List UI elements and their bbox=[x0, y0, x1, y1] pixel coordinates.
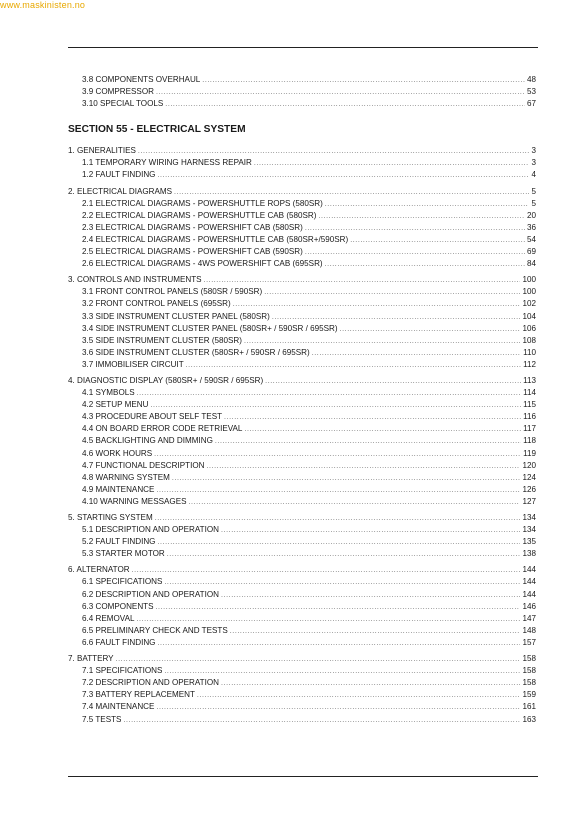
toc-entry-title: 3.3 SIDE INSTRUMENT CLUSTER PANEL (580SR) bbox=[82, 311, 270, 321]
dot-leader bbox=[244, 336, 521, 347]
dot-leader bbox=[221, 525, 520, 536]
toc-entry-title: 4.4 ON BOARD ERROR CODE RETRIEVAL bbox=[82, 424, 243, 434]
dot-leader bbox=[197, 690, 521, 701]
dot-leader bbox=[202, 75, 525, 86]
toc-entry-page: 134 bbox=[522, 525, 536, 535]
toc-entry-page: 3 bbox=[531, 158, 536, 168]
toc-entry-title: 3.7 IMMOBILISER CIRCUIT bbox=[82, 359, 184, 369]
toc-subentry[interactable] bbox=[68, 210, 536, 222]
dot-leader bbox=[244, 424, 521, 435]
toc-entry-page: 147 bbox=[522, 613, 536, 623]
toc-entry-title: 2.4 ELECTRICAL DIAGRAMS - POWERSHUTTLE CAB (580SR+/590SR) bbox=[82, 234, 349, 244]
toc-entry-title: 7.2 DESCRIPTION AND OPERATION bbox=[82, 678, 220, 688]
toc-entry-page: 144 bbox=[522, 565, 536, 575]
toc-chapter-entry[interactable] bbox=[68, 653, 536, 665]
dot-leader bbox=[325, 199, 530, 210]
toc-entry-page: 119 bbox=[523, 448, 536, 458]
dot-leader bbox=[157, 537, 520, 548]
toc-subentry[interactable] bbox=[68, 311, 536, 323]
dot-leader bbox=[265, 376, 521, 387]
toc-entry-title: 7.1 SPECIFICATIONS bbox=[82, 666, 163, 676]
toc-entry-page: 148 bbox=[522, 625, 536, 635]
toc-subentry[interactable] bbox=[68, 98, 536, 110]
toc-subentry[interactable] bbox=[68, 411, 536, 423]
toc-chapter-entry[interactable] bbox=[68, 375, 536, 387]
toc-entry-page: 118 bbox=[523, 436, 536, 446]
dot-leader bbox=[136, 614, 520, 625]
toc-subentry[interactable] bbox=[68, 665, 536, 677]
toc-entry-title: 5. STARTING SYSTEM bbox=[68, 513, 153, 522]
toc-subentry[interactable] bbox=[68, 86, 536, 98]
toc-chapter-entry[interactable] bbox=[68, 512, 536, 524]
toc-subentry[interactable] bbox=[68, 435, 536, 447]
dot-leader bbox=[350, 235, 525, 246]
toc-entry-page: 144 bbox=[522, 577, 536, 587]
toc-entry-title: 4.3 PROCEDURE ABOUT SELF TEST bbox=[82, 412, 223, 422]
toc-entry-title: 6.4 REMOVAL bbox=[82, 613, 135, 623]
toc-entry-title: 5.3 STARTER MOTOR bbox=[82, 549, 165, 559]
dot-leader bbox=[155, 513, 521, 524]
dot-leader bbox=[325, 259, 525, 270]
toc-entry-title: 6.3 COMPONENTS bbox=[82, 601, 154, 611]
toc-entry-title: 4. DIAGNOSTIC DISPLAY (580SR+ / 590SR / 695SR) bbox=[68, 375, 264, 385]
toc-entry-page: 138 bbox=[522, 549, 536, 559]
dot-leader bbox=[305, 223, 525, 234]
dot-leader bbox=[174, 187, 529, 198]
dot-leader bbox=[165, 99, 525, 110]
toc-entry-title: 6. ALTERNATOR bbox=[68, 565, 130, 575]
toc-subentry[interactable] bbox=[68, 258, 536, 270]
toc-entry-page: 100 bbox=[522, 287, 536, 297]
pre-entries bbox=[68, 74, 536, 110]
toc-entry-page: 114 bbox=[523, 388, 536, 398]
toc-entry-title: 1. GENERALITIES bbox=[68, 146, 136, 156]
toc-chapter-entry[interactable] bbox=[68, 564, 536, 576]
toc-subentry[interactable] bbox=[68, 222, 536, 234]
toc-entry-title: 3.2 FRONT CONTROL PANELS (695SR) bbox=[82, 299, 231, 309]
toc-entry-page: 158 bbox=[522, 654, 536, 664]
toc-entry-title: 7.3 BATTERY REPLACEMENT bbox=[82, 690, 195, 700]
toc-subentry[interactable] bbox=[68, 74, 536, 86]
toc-entry-page: 102 bbox=[522, 299, 536, 309]
toc-entry-page: 36 bbox=[526, 222, 536, 232]
toc-subentry[interactable] bbox=[68, 335, 536, 347]
toc-entry-title: 3.1 FRONT CONTROL PANELS (580SR / 590SR) bbox=[82, 287, 263, 297]
toc-entry-title: 7.5 TESTS bbox=[82, 714, 122, 724]
dot-leader bbox=[116, 654, 521, 665]
dot-leader bbox=[186, 360, 521, 371]
section-groups bbox=[68, 145, 536, 725]
toc-entry-title: 5.1 DESCRIPTION AND OPERATION bbox=[82, 525, 220, 535]
toc-subentry[interactable] bbox=[68, 246, 536, 258]
toc-entry-page: 159 bbox=[522, 690, 536, 700]
toc-entry-title: 2. ELECTRICAL DIAGRAMS bbox=[68, 186, 173, 196]
toc-entry-page: 127 bbox=[522, 496, 536, 506]
toc-entry-page: 115 bbox=[523, 400, 536, 410]
toc-entry-title: 2.2 ELECTRICAL DIAGRAMS - POWERSHUTTLE CAB (580SR) bbox=[82, 210, 317, 220]
toc-subentry[interactable] bbox=[68, 448, 536, 460]
dot-leader bbox=[230, 626, 521, 637]
toc-entry-page: 5 bbox=[531, 186, 536, 196]
toc-entry-page: 54 bbox=[526, 234, 536, 244]
toc-entry-page: 158 bbox=[522, 678, 536, 688]
dot-leader bbox=[157, 170, 529, 181]
toc-chapter-entry[interactable] bbox=[68, 274, 536, 286]
toc-entry-title: 1.1 TEMPORARY WIRING HARNESS REPAIR bbox=[82, 158, 252, 168]
toc-entry-title: 3.10 SPECIAL TOOLS bbox=[82, 99, 164, 109]
toc-entry-page: 100 bbox=[522, 275, 536, 285]
toc-entry-title: 2.1 ELECTRICAL DIAGRAMS - POWERSHUTTLE ROPS (580SR) bbox=[82, 198, 323, 208]
toc-entry-page: 110 bbox=[523, 347, 536, 357]
dot-leader bbox=[156, 87, 525, 98]
dot-leader bbox=[172, 473, 521, 484]
toc-entry-page: 120 bbox=[522, 460, 536, 470]
dot-leader bbox=[312, 348, 521, 359]
dot-leader bbox=[137, 388, 521, 399]
toc-subentry[interactable] bbox=[68, 576, 536, 588]
dot-leader bbox=[164, 666, 520, 677]
dot-leader bbox=[264, 287, 520, 298]
toc-entry-page: 113 bbox=[523, 375, 536, 385]
toc-entry-page: 84 bbox=[526, 259, 536, 269]
toc-entry-page: 124 bbox=[522, 472, 536, 482]
dot-leader bbox=[156, 485, 520, 496]
toc-entry-title: 6.6 FAULT FINDING bbox=[82, 637, 156, 647]
toc-subentry[interactable] bbox=[68, 387, 536, 399]
toc-entry-title: 1.2 FAULT FINDING bbox=[82, 170, 156, 180]
toc-entry-page: 106 bbox=[522, 323, 536, 333]
toc-subentry[interactable] bbox=[68, 714, 536, 726]
dot-leader bbox=[156, 702, 520, 713]
header-rule bbox=[68, 47, 538, 48]
toc-subentry[interactable] bbox=[68, 677, 536, 689]
dot-leader bbox=[123, 715, 520, 726]
toc-entry-page: 69 bbox=[526, 247, 536, 257]
toc-entry-page: 108 bbox=[522, 335, 536, 345]
table-of-contents bbox=[68, 74, 536, 726]
toc-subentry[interactable] bbox=[68, 198, 536, 210]
toc-subentry[interactable] bbox=[68, 460, 536, 472]
toc-entry-title: 3.5 SIDE INSTRUMENT CLUSTER (580SR) bbox=[82, 335, 242, 345]
toc-subentry[interactable] bbox=[68, 234, 536, 246]
toc-subentry[interactable] bbox=[68, 689, 536, 701]
toc-entry-title: 3.8 COMPONENTS OVERHAUL bbox=[82, 75, 201, 84]
toc-entry-title: 3.9 COMPRESSOR bbox=[82, 87, 154, 97]
toc-entry-page: 116 bbox=[523, 412, 536, 422]
dot-leader bbox=[215, 436, 521, 447]
toc-subentry[interactable] bbox=[68, 625, 536, 637]
dot-leader bbox=[305, 247, 525, 258]
toc-entry-title: 4.7 FUNCTIONAL DESCRIPTION bbox=[82, 460, 205, 470]
toc-entry-page: 20 bbox=[526, 210, 536, 220]
dot-leader bbox=[189, 497, 521, 508]
toc-subentry[interactable] bbox=[68, 536, 536, 548]
toc-subentry[interactable] bbox=[68, 169, 536, 181]
dot-leader bbox=[156, 602, 521, 613]
footer-rule bbox=[68, 776, 538, 777]
toc-entry-title: 7.4 MAINTENANCE bbox=[82, 702, 155, 712]
section-title: SECTION 55 - ELECTRICAL SYSTEM bbox=[68, 124, 246, 136]
toc-subentry[interactable] bbox=[68, 601, 536, 613]
toc-entry-page: 163 bbox=[522, 714, 536, 724]
toc-entry-title: 6.5 PRELIMINARY CHECK AND TESTS bbox=[82, 625, 228, 635]
dot-leader bbox=[150, 400, 521, 411]
toc-entry-page: 135 bbox=[522, 537, 536, 547]
toc-entry-title: 4.6 WORK HOURS bbox=[82, 448, 153, 458]
toc-subentry[interactable] bbox=[68, 472, 536, 484]
toc-subentry[interactable] bbox=[68, 589, 536, 601]
toc-subentry[interactable] bbox=[68, 347, 536, 359]
toc-entry-page: 144 bbox=[522, 589, 536, 599]
dot-leader bbox=[157, 638, 520, 649]
toc-subentry[interactable] bbox=[68, 323, 536, 335]
toc-entry-title: 4.2 SETUP MENU bbox=[82, 400, 149, 410]
toc-subentry[interactable] bbox=[68, 423, 536, 435]
toc-entry-page: 126 bbox=[522, 484, 536, 494]
toc-entry-page: 104 bbox=[522, 311, 536, 321]
toc-entry-page: 4 bbox=[531, 170, 536, 180]
dot-leader bbox=[164, 577, 520, 588]
toc-entry-page: 53 bbox=[526, 87, 536, 97]
dot-leader bbox=[340, 324, 521, 335]
toc-subentry[interactable] bbox=[68, 298, 536, 310]
toc-chapter-entry[interactable] bbox=[68, 145, 536, 157]
toc-subentry[interactable] bbox=[68, 359, 536, 371]
toc-entry-page: 112 bbox=[523, 359, 536, 369]
dot-leader bbox=[221, 678, 520, 689]
toc-entry-title: 3.4 SIDE INSTRUMENT CLUSTER PANEL (580SR+ / 590SR / 695SR) bbox=[82, 323, 338, 333]
dot-leader bbox=[272, 312, 521, 323]
toc-entry-title: 4.5 BACKLIGHTING AND DIMMING bbox=[82, 436, 213, 446]
dot-leader bbox=[138, 146, 530, 157]
toc-entry-title: 6.1 SPECIFICATIONS bbox=[82, 577, 163, 587]
toc-entry-page: 48 bbox=[526, 75, 536, 84]
toc-entry-page: 117 bbox=[523, 424, 536, 434]
dot-leader bbox=[254, 158, 530, 169]
toc-entry-title: 6.2 DESCRIPTION AND OPERATION bbox=[82, 589, 220, 599]
toc-subentry[interactable] bbox=[68, 613, 536, 625]
toc-entry-title: 2.6 ELECTRICAL DIAGRAMS - 4WS POWERSHIFT CAB (695SR) bbox=[82, 259, 323, 269]
toc-subentry[interactable] bbox=[68, 701, 536, 713]
toc-entry-page: 5 bbox=[531, 198, 536, 208]
toc-entry-page: 3 bbox=[531, 146, 536, 156]
dot-leader bbox=[132, 565, 521, 576]
toc-entry-page: 157 bbox=[522, 637, 536, 647]
toc-subentry[interactable] bbox=[68, 399, 536, 411]
toc-subentry[interactable] bbox=[68, 496, 536, 508]
dot-leader bbox=[206, 461, 520, 472]
dot-leader bbox=[167, 549, 521, 560]
toc-entry-title: 5.2 FAULT FINDING bbox=[82, 537, 156, 547]
dot-leader bbox=[221, 590, 520, 601]
toc-subentry[interactable] bbox=[68, 548, 536, 560]
toc-entry-title: 7. BATTERY bbox=[68, 654, 114, 664]
toc-entry-page: 161 bbox=[522, 702, 536, 712]
toc-entry-title: 2.3 ELECTRICAL DIAGRAMS - POWERSHIFT CAB (580SR) bbox=[82, 222, 303, 232]
toc-entry-page: 67 bbox=[526, 99, 536, 109]
toc-entry-page: 134 bbox=[522, 513, 536, 522]
toc-entry-title: 4.9 MAINTENANCE bbox=[82, 484, 155, 494]
toc-entry-page: 158 bbox=[522, 666, 536, 676]
toc-entry-title: 2.5 ELECTRICAL DIAGRAMS - POWERSHIFT CAB (590SR) bbox=[82, 247, 303, 257]
toc-subentry[interactable] bbox=[68, 157, 536, 169]
dot-leader bbox=[154, 449, 521, 460]
toc-subentry[interactable] bbox=[68, 524, 536, 536]
toc-entry-title: 4.10 WARNING MESSAGES bbox=[82, 496, 187, 506]
toc-entry-page: 146 bbox=[522, 601, 536, 611]
toc-subentry[interactable] bbox=[68, 637, 536, 649]
dot-leader bbox=[233, 299, 521, 310]
dot-leader bbox=[204, 275, 521, 286]
toc-entry-title: 3.6 SIDE INSTRUMENT CLUSTER (580SR+ / 590SR / 695SR) bbox=[82, 347, 310, 357]
dot-leader bbox=[318, 211, 525, 222]
toc-subentry[interactable] bbox=[68, 484, 536, 496]
toc-entry-title: 4.1 SYMBOLS bbox=[82, 388, 135, 398]
watermark-url: www.maskinisten.no bbox=[0, 0, 86, 10]
toc-subentry[interactable] bbox=[68, 286, 536, 298]
dot-leader bbox=[224, 412, 521, 423]
toc-entry-title: 3. CONTROLS AND INSTRUMENTS bbox=[68, 275, 202, 285]
toc-entry-title: 4.8 WARNING SYSTEM bbox=[82, 472, 170, 482]
toc-chapter-entry[interactable] bbox=[68, 186, 536, 198]
